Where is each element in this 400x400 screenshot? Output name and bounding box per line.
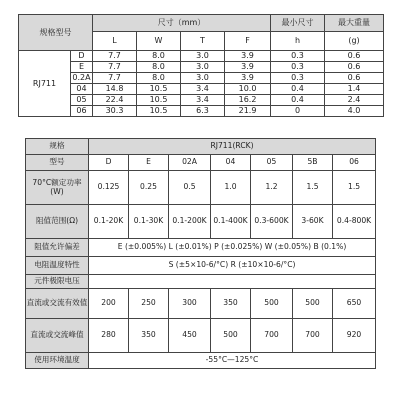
table-cell: 0.4-800K <box>333 205 376 239</box>
table-cell: 0.3 <box>271 51 325 62</box>
table-cell: 6.3 <box>181 106 225 117</box>
table-cell: 3.0 <box>181 73 225 84</box>
table-cell: 0.6 <box>325 73 384 84</box>
table-cell: 14.8 <box>93 84 137 95</box>
tolerance-label: 阻值允许偏差 <box>26 239 89 257</box>
table-cell: 8.0 <box>137 62 181 73</box>
power-label: 70°C额定功率(W) <box>26 171 89 205</box>
col-header: L <box>93 32 137 51</box>
col-header: 05 <box>251 155 293 171</box>
min-size-header: 最小尺寸 <box>271 15 325 32</box>
table-cell: 3.4 <box>181 84 225 95</box>
table-cell: 8.0 <box>137 51 181 62</box>
tolerance-value: E (±0.005%) L (±0.01%) P (±0.025%) W (±0.05%) B (0.1%) <box>89 239 376 257</box>
table-cell: 450 <box>169 319 211 353</box>
limit-voltage-label: 元件极限电压 <box>26 275 89 289</box>
col-header: 5B <box>293 155 333 171</box>
table-cell: 21.9 <box>225 106 271 117</box>
col-header: E <box>129 155 169 171</box>
table-cell: 1.2 <box>251 171 293 205</box>
table-cell: 0.5 <box>169 171 211 205</box>
table-cell: 7.7 <box>93 73 137 84</box>
table-cell: 250 <box>129 289 169 319</box>
table-cell: 3-60K <box>293 205 333 239</box>
table-cell: 0 <box>271 106 325 117</box>
table-cell: 350 <box>211 289 251 319</box>
table-cell: 1.4 <box>325 84 384 95</box>
model-code: 05 <box>71 95 93 106</box>
col-header: h <box>271 32 325 51</box>
table-cell: 500 <box>293 289 333 319</box>
col-header: D <box>89 155 129 171</box>
table-cell: 0.3 <box>271 73 325 84</box>
table-cell: 7.7 <box>93 51 137 62</box>
table-cell: 10.5 <box>137 106 181 117</box>
table-cell: 10.5 <box>137 84 181 95</box>
model-header: 型号 <box>26 155 89 171</box>
table-cell: 0.1-400K <box>211 205 251 239</box>
table-cell: 4.0 <box>325 106 384 117</box>
col-header: 06 <box>333 155 376 171</box>
table-cell: 7.7 <box>93 62 137 73</box>
table-cell: 500 <box>251 289 293 319</box>
spec-model-header: 规格型号 <box>19 15 93 51</box>
table-cell: 1.0 <box>211 171 251 205</box>
table-cell: 0.3-600K <box>251 205 293 239</box>
table-cell: 0.1-20K <box>89 205 129 239</box>
col-header: 02A <box>169 155 211 171</box>
model-code: 0.2A <box>72 73 91 83</box>
temperature-label: 使用环境温度 <box>26 353 89 369</box>
table-cell: 10.5 <box>137 95 181 106</box>
dc-rms-label: 直流或交流有效值 <box>26 289 89 319</box>
tcr-value: S (±5×10-6/°C) R (±10×10-6/°C) <box>89 257 376 275</box>
col-header: W <box>137 32 181 51</box>
resistance-range-label: 阻值范围(Ω) <box>26 205 89 239</box>
table-cell: 1.5 <box>293 171 333 205</box>
table-cell: 350 <box>129 319 169 353</box>
temperature-value: -55°C—125°C <box>89 353 376 369</box>
model-code: E <box>71 62 93 73</box>
table-cell: 0.1-30K <box>129 205 169 239</box>
table-cell: 0.1-200K <box>169 205 211 239</box>
max-weight-header: 最大重量 <box>325 15 384 32</box>
table-cell: 500 <box>211 319 251 353</box>
table-cell: 0.4 <box>271 95 325 106</box>
spec-header: 规格 <box>26 139 89 155</box>
table-cell: 0.6 <box>325 51 384 62</box>
table-cell: 0.3 <box>271 62 325 73</box>
table-cell: 16.2 <box>225 95 271 106</box>
table-cell: 200 <box>89 289 129 319</box>
tcr-label: 电阻温度特性 <box>26 257 89 275</box>
table-cell: 3.4 <box>181 95 225 106</box>
model-code: D <box>71 51 93 62</box>
table-cell: 30.3 <box>93 106 137 117</box>
model-code: 04 <box>71 84 93 95</box>
table-cell: 2.4 <box>325 95 384 106</box>
table-cell: 0.125 <box>89 171 129 205</box>
col-header: 04 <box>211 155 251 171</box>
table-cell: 0.25 <box>129 171 169 205</box>
table-cell: 3.0 <box>181 51 225 62</box>
table-cell: 700 <box>251 319 293 353</box>
series-label: RJ711 <box>19 51 71 117</box>
col-header: (g) <box>325 32 384 51</box>
size-header: 尺寸（mm） <box>93 15 271 32</box>
dimension-table <box>18 14 384 117</box>
table-cell: 3.9 <box>225 73 271 84</box>
table-cell: 700 <box>293 319 333 353</box>
table-cell: 22.4 <box>93 95 137 106</box>
table-cell: 8.0 <box>137 73 181 84</box>
table-cell: 10.0 <box>225 84 271 95</box>
table-cell: 3.9 <box>225 62 271 73</box>
table-cell: 3.9 <box>225 51 271 62</box>
electrical-spec-table <box>25 138 376 369</box>
table-cell: 280 <box>89 319 129 353</box>
table-cell: 1.5 <box>333 171 376 205</box>
dc-peak-label: 直流或交流峰值 <box>26 319 89 353</box>
col-header: T <box>181 32 225 51</box>
table-cell: 650 <box>333 289 376 319</box>
col-header: F <box>225 32 271 51</box>
series-header: RJ711(RCK) <box>89 139 376 155</box>
table-cell: 920 <box>333 319 376 353</box>
table-cell: 3.0 <box>181 62 225 73</box>
table-cell: 300 <box>169 289 211 319</box>
table-cell: 0.6 <box>325 62 384 73</box>
limit-voltage-spacer <box>89 275 376 289</box>
model-code: 06 <box>71 106 93 117</box>
table-cell: 0.4 <box>271 84 325 95</box>
